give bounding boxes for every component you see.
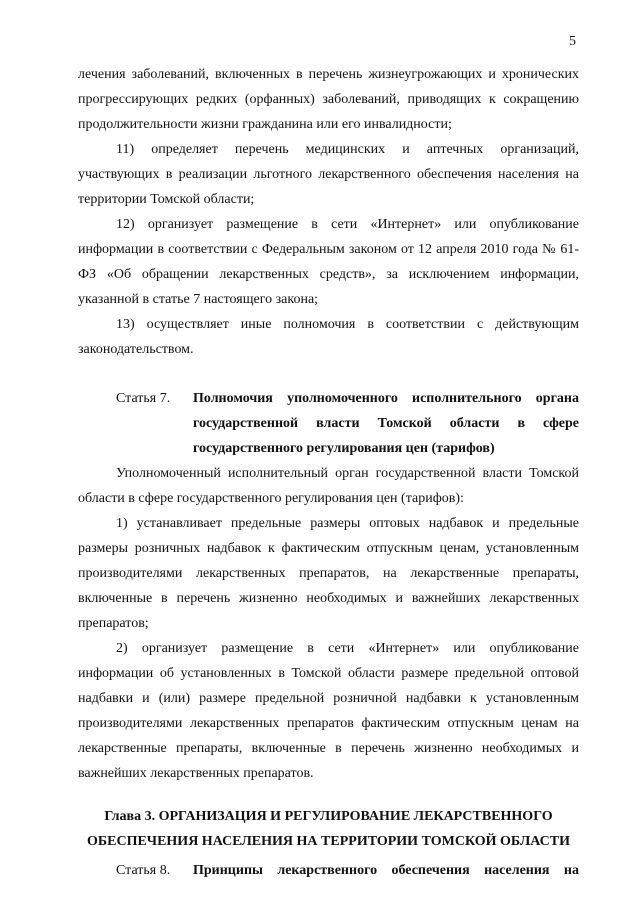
document-body: [78, 62, 579, 883]
article-8-heading: [78, 858, 579, 883]
paragraph-continuation: лечения заболеваний, включенных в перечень жизнеугрожающих и хронических прогрессирующих редких (орфанных) заболеваний, приводящих к сокращению продолжительности жизни гражданина или его инвалидности;: [78, 67, 579, 132]
article-7-intro: Уполномоченный исполнительный орган государственной власти Томской области в сфере государственного регулирования цен (тарифов):: [78, 466, 579, 506]
article-7-title-line-3: государственного регулирования цен (тарифов): [193, 441, 495, 456]
list-item-11: 11) определяет перечень медицинских и аптечных организаций, участвующих в реализации льготного лекарственного обеспечения населения на территории Томской области;: [78, 142, 579, 207]
article-8-title: [193, 858, 579, 883]
list-item-13: 13) осуществляет иные полномочия в соответствии с действующим законодательством.: [78, 317, 579, 357]
chapter-3-heading: [78, 804, 579, 854]
article-7-item-2: 2) организует размещение в сети «Интернет» или опубликование информации об установленных в Томской области размере предельной оптовой надбавки и (или) размере предельной розничной надбавки к установленным производителями лекарственных препаратов фактическим отпускным ценам на лекарственные препараты, включенные в перечень жизненно необходимых и важнейших лекарственных препаратов.: [78, 641, 579, 781]
article-7-title: [193, 386, 579, 461]
article-7-title-line-2: государственной власти Томской области в сфере: [193, 416, 579, 431]
list-item-12: 12) организует размещение в сети «Интернет» или опубликование информации в соответствии с Федеральным законом от 12 апреля 2010 года № 61-ФЗ «Об обращении лекарственных средств», за исключением информации, указанной в статье 7 настоящего закона;: [78, 217, 579, 307]
article-8-label: Статья 8.: [116, 863, 171, 878]
page-number: 5: [569, 34, 576, 49]
article-7-item-1: 1) устанавливает предельные размеры оптовых надбавок и предельные размеры розничных надбавок к фактическим отпускным ценам, установленным производителями лекарственных препаратов, на лекарственные препараты, включенные в перечень жизненно необходимых и важнейших лекарственных препаратов;: [78, 516, 579, 631]
article-8-title-line-1: Принципы лекарственного обеспечения населения на: [193, 863, 579, 878]
article-7-title-line-1: Полномочия уполномоченного исполнительного органа: [193, 391, 579, 406]
chapter-3-heading-line-2: ОБЕСПЕЧЕНИЯ НАСЕЛЕНИЯ НА ТЕРРИТОРИИ ТОМСКОЙ ОБЛАСТИ: [86, 834, 571, 849]
article-7-label: Статья 7.: [116, 391, 171, 406]
article-7-heading: [78, 386, 579, 461]
chapter-3-heading-line-1: Глава 3. ОРГАНИЗАЦИЯ И РЕГУЛИРОВАНИЕ ЛЕКАРСТВЕННОГО: [104, 809, 553, 824]
